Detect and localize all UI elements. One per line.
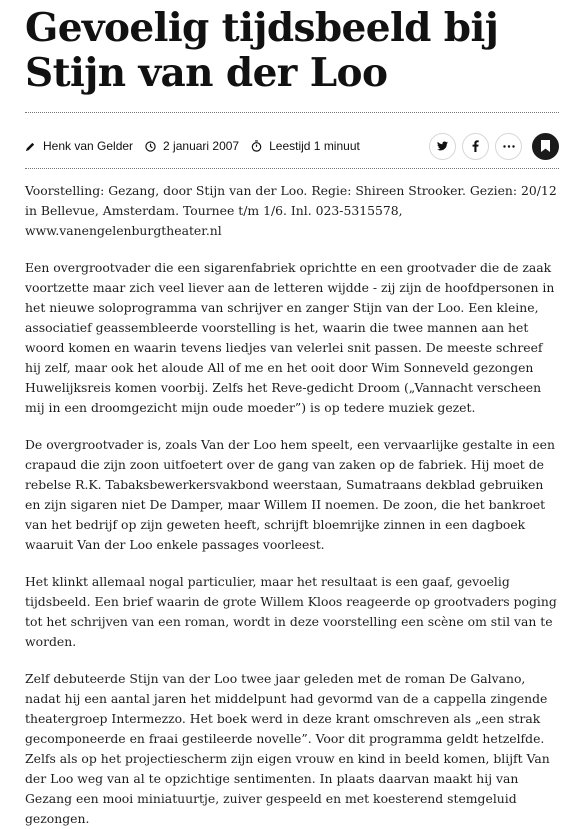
stopwatch-icon xyxy=(251,140,262,152)
bookmark-button[interactable] xyxy=(532,133,559,160)
headline: Gevoelig tijdsbeeld bij Stijn van der Loo xyxy=(25,5,499,96)
article-paragraph: Een overgrootvader die een sigarenfabriek oprichtte en een grootvader die de zaak voortzette maar zich veel liever aan de letteren wijdde - zij zijn de hoofdpersonen in het nieuwe soloprogramma van schrijver en zanger Stijn van der Loo. Een kleine, associatief geassembleerde voorstelling is het, waarin die twee mannen aan het woord komen en waarin tevens liedjes van velerlei snit passen. De meeste schreef hij zelf, maar ook het aloude All of me en het ooit door Wim Sonneveld gezongen Huwelijksreis komen voorbij. Zelfs het Reve-gedicht Droom („Vannacht verscheen mij in een droomgezicht mijn oude moeder”) is op tedere muziek gezet. xyxy=(25,260,555,415)
clock-icon xyxy=(145,141,156,152)
divider xyxy=(25,168,559,169)
more-options-button[interactable] xyxy=(495,133,522,160)
article-credits: Voorstelling: Gezang, door Stijn van der Loo. Regie: Shireen Strooker. Gezien: 20/12 in Bellevue, Amsterdam. Tournee t/m 1/6. Inl. 023-5315578, www.vanengelenburgtheater.nl xyxy=(25,183,557,238)
article-paragraph: Zelf debuteerde Stijn van der Loo twee jaar geleden met de roman De Galvano, nadat hij een aantal jaren het middelpunt had gevormd van de a cappella zingende theatergroep Intermezzo. Het boek werd in deze krant omschreven als „een strak gecomponeerde en fraai gestileerde novelle”. Voor dit programma geldt hetzelfde. Zelfs als op het projectiescherm zijn eigen vrouw en kind in beeld komen, blijft Van der Loo weg van al te opzichtige sentimenten. In plaats daarvan maakt hij van Gezang een mooi miniatuurtje, zuiver gespeeld en met koesterend stemgeluid gezongen. xyxy=(25,671,550,826)
author-name: Henk van Gelder xyxy=(43,139,134,153)
article-page xyxy=(0,6,576,829)
pen-icon xyxy=(25,141,36,152)
share-facebook-button[interactable] xyxy=(462,133,489,160)
reading-time-text: Leestijd 1 minuut xyxy=(269,139,360,153)
date-text: 2 januari 2007 xyxy=(163,139,240,153)
share-bar xyxy=(429,133,559,160)
divider xyxy=(25,112,559,113)
article-meta xyxy=(25,124,559,168)
facebook-icon xyxy=(472,140,479,152)
article-body xyxy=(25,181,559,829)
bookmark-icon xyxy=(541,140,550,152)
twitter-icon xyxy=(437,141,448,151)
author[interactable] xyxy=(25,139,133,153)
more-icon xyxy=(503,145,515,148)
article-paragraph: De overgrootvader is, zoals Van der Loo hem speelt, een vervaarlijke gestalte in een crapaud die zijn zoon uitfoetert over de gang van zaken op de fabriek. Hij moet de rebelse R.K. Tabaksbewerkersvakbond weerstaan, Sumatraans dekblad gebruiken en zijn sigaren niet De Damper, maar Willem II noemen. De zoon, die het bankroet van het bedrijf op zijn geweten heeft, schrijft bloemrijke zinnen in een dagboek waaruit Van der Loo enkele passages voorleest. xyxy=(25,437,555,552)
publish-date xyxy=(145,139,239,153)
share-twitter-button[interactable] xyxy=(429,133,456,160)
reading-time xyxy=(251,139,360,153)
article-paragraph: Het klinkt allemaal nogal particulier, maar het resultaat is een gaaf, gevoelig tijdsbeeld. Een brief waarin de grote Willem Kloos reageerde op grootvaders poging tot het schrijven van een roman, wordt in deze voorstelling een scène om stil van te worden. xyxy=(25,574,557,649)
